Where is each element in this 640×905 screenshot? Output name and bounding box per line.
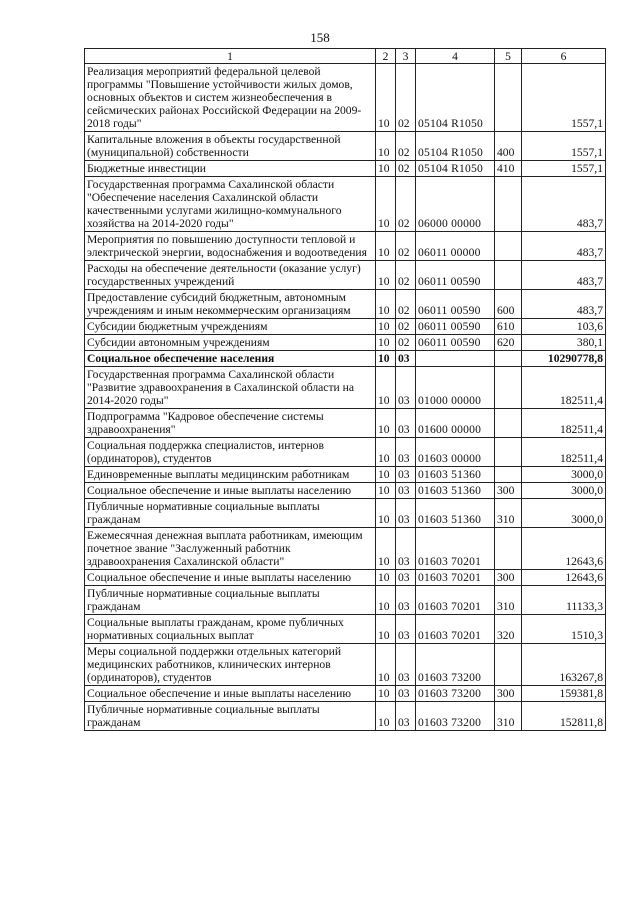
row-target-article: 01603 70201 xyxy=(416,570,495,586)
row-expense-type: 600 xyxy=(495,290,522,319)
row-expense-type: 620 xyxy=(495,335,522,351)
row-name: Мероприятия по повышению доступности тепловой и электрической энергии, водоснабжения и водоотведения xyxy=(85,232,376,261)
row-amount: 163267,8 xyxy=(522,644,606,686)
row-subsection: 03 xyxy=(396,615,416,644)
page-number: 158 xyxy=(310,30,330,45)
row-target-article: 01603 51360 xyxy=(416,483,495,499)
row-name: Публичные нормативные социальные выплаты гражданам xyxy=(85,586,376,615)
row-name: Публичные нормативные социальные выплаты гражданам xyxy=(85,702,376,731)
row-name: Социальное обеспечение и иные выплаты населению xyxy=(85,686,376,702)
row-section: 10 xyxy=(376,586,396,615)
row-section: 10 xyxy=(376,528,396,570)
row-section: 10 xyxy=(376,290,396,319)
header-cell-csr: 4 xyxy=(416,49,495,64)
row-amount: 12643,6 xyxy=(522,570,606,586)
budget-table xyxy=(84,48,606,731)
row-expense-type xyxy=(495,644,522,686)
row-expense-type xyxy=(495,528,522,570)
row-name: Публичные нормативные социальные выплаты гражданам xyxy=(85,499,376,528)
row-section: 10 xyxy=(376,438,396,467)
row-expense-type xyxy=(495,467,522,483)
row-amount: 182511,4 xyxy=(522,409,606,438)
row-name: Расходы на обеспечение деятельности (оказание услуг) государственных учреждений xyxy=(85,261,376,290)
row-target-article: 06011 00000 xyxy=(416,232,495,261)
row-amount: 380,1 xyxy=(522,335,606,351)
row-expense-type: 400 xyxy=(495,132,522,161)
row-subsection: 03 xyxy=(396,528,416,570)
row-amount: 103,6 xyxy=(522,319,606,335)
row-subsection: 03 xyxy=(396,409,416,438)
row-target-article: 01603 73200 xyxy=(416,644,495,686)
row-subsection: 02 xyxy=(396,319,416,335)
row-subsection: 03 xyxy=(396,644,416,686)
row-amount: 182511,4 xyxy=(522,367,606,409)
row-subsection: 02 xyxy=(396,261,416,290)
row-expense-type: 310 xyxy=(495,499,522,528)
table-row xyxy=(85,261,606,290)
row-section: 10 xyxy=(376,483,396,499)
row-amount: 3000,0 xyxy=(522,467,606,483)
row-expense-type xyxy=(495,177,522,232)
header-row xyxy=(85,49,606,64)
row-name: Субсидии автономным учреждениям xyxy=(85,335,376,351)
row-amount: 10290778,8 xyxy=(522,351,606,367)
header-cell-name: 1 xyxy=(85,49,376,64)
row-subsection: 02 xyxy=(396,177,416,232)
row-section: 10 xyxy=(376,499,396,528)
row-target-article: 05104 R1050 xyxy=(416,132,495,161)
row-subsection: 03 xyxy=(396,686,416,702)
row-amount: 182511,4 xyxy=(522,438,606,467)
table-row xyxy=(85,409,606,438)
row-amount: 12643,6 xyxy=(522,528,606,570)
row-amount: 1557,1 xyxy=(522,64,606,132)
row-subsection: 03 xyxy=(396,702,416,731)
header-cell-pr: 3 xyxy=(396,49,416,64)
row-target-article: 01603 51360 xyxy=(416,467,495,483)
row-name: Государственная программа Сахалинской области "Развитие здравоохранения в Сахалинской области на 2014-2020 годы" xyxy=(85,367,376,409)
row-subsection: 03 xyxy=(396,499,416,528)
row-target-article: 06011 00590 xyxy=(416,261,495,290)
row-section: 10 xyxy=(376,570,396,586)
row-amount: 1510,3 xyxy=(522,615,606,644)
row-expense-type: 410 xyxy=(495,161,522,177)
row-name: Единовременные выплаты медицинским работникам xyxy=(85,467,376,483)
row-section: 10 xyxy=(376,409,396,438)
row-expense-type: 320 xyxy=(495,615,522,644)
row-section: 10 xyxy=(376,261,396,290)
row-section: 10 xyxy=(376,64,396,132)
row-amount: 483,7 xyxy=(522,290,606,319)
row-target-article: 01603 51360 xyxy=(416,499,495,528)
row-target-article: 05104 R1050 xyxy=(416,161,495,177)
table-row xyxy=(85,177,606,232)
row-expense-type xyxy=(495,438,522,467)
row-subsection: 03 xyxy=(396,483,416,499)
table-row xyxy=(85,351,606,367)
row-expense-type: 300 xyxy=(495,483,522,499)
row-section: 10 xyxy=(376,335,396,351)
table-row xyxy=(85,438,606,467)
table-row xyxy=(85,483,606,499)
row-target-article: 01603 00000 xyxy=(416,438,495,467)
table-row xyxy=(85,367,606,409)
row-expense-type: 610 xyxy=(495,319,522,335)
row-amount: 483,7 xyxy=(522,177,606,232)
row-name: Социальное обеспечение и иные выплаты населению xyxy=(85,570,376,586)
row-expense-type: 310 xyxy=(495,586,522,615)
row-expense-type: 300 xyxy=(495,686,522,702)
row-subsection: 03 xyxy=(396,351,416,367)
row-amount: 1557,1 xyxy=(522,132,606,161)
row-name: Социальное обеспечение населения xyxy=(85,351,376,367)
row-expense-type xyxy=(495,64,522,132)
row-subsection: 03 xyxy=(396,467,416,483)
header-cell-rz: 2 xyxy=(376,49,396,64)
row-target-article: 01603 73200 xyxy=(416,702,495,731)
table-row xyxy=(85,467,606,483)
row-target-article: 06011 00590 xyxy=(416,290,495,319)
row-expense-type xyxy=(495,351,522,367)
row-section: 10 xyxy=(376,702,396,731)
table-row xyxy=(85,319,606,335)
row-subsection: 02 xyxy=(396,232,416,261)
row-amount: 1557,1 xyxy=(522,161,606,177)
row-section: 10 xyxy=(376,177,396,232)
table-row xyxy=(85,528,606,570)
row-amount: 3000,0 xyxy=(522,499,606,528)
row-subsection: 03 xyxy=(396,570,416,586)
table-row xyxy=(85,586,606,615)
row-name: Государственная программа Сахалинской области "Обеспечение населения Сахалинской области качественными услугами жилищно-коммунального хозяйства на 2014-2020 годы" xyxy=(85,177,376,232)
row-subsection: 02 xyxy=(396,161,416,177)
row-expense-type: 310 xyxy=(495,702,522,731)
row-target-article: 01603 73200 xyxy=(416,686,495,702)
header-cell-amount: 6 xyxy=(522,49,606,64)
row-target-article: 01603 70201 xyxy=(416,586,495,615)
row-section: 10 xyxy=(376,351,396,367)
row-target-article: 06011 00590 xyxy=(416,335,495,351)
table-row xyxy=(85,161,606,177)
row-target-article: 01600 00000 xyxy=(416,409,495,438)
row-name: Подпрограмма "Кадровое обеспечение системы здравоохранения" xyxy=(85,409,376,438)
row-name: Социальное обеспечение и иные выплаты населению xyxy=(85,483,376,499)
row-expense-type xyxy=(495,261,522,290)
row-amount: 152811,8 xyxy=(522,702,606,731)
table-row xyxy=(85,499,606,528)
row-name: Реализация мероприятий федеральной целевой программы "Повышение устойчивости жилых домов, основных объектов и систем жизнеобеспечения в сейсмических районах Российской Федерации на 2009-2018 годы" xyxy=(85,64,376,132)
row-section: 10 xyxy=(376,161,396,177)
row-section: 10 xyxy=(376,644,396,686)
row-expense-type xyxy=(495,367,522,409)
row-name: Бюджетные инвестиции xyxy=(85,161,376,177)
row-name: Капитальные вложения в объекты государственной (муниципальной) собственности xyxy=(85,132,376,161)
row-name: Социальная поддержка специалистов, интернов (ординаторов), студентов xyxy=(85,438,376,467)
row-target-article: 01603 70201 xyxy=(416,615,495,644)
row-subsection: 03 xyxy=(396,586,416,615)
row-amount: 483,7 xyxy=(522,261,606,290)
row-section: 10 xyxy=(376,232,396,261)
table-row xyxy=(85,290,606,319)
row-amount: 483,7 xyxy=(522,232,606,261)
row-section: 10 xyxy=(376,467,396,483)
row-subsection: 03 xyxy=(396,438,416,467)
table-row xyxy=(85,335,606,351)
row-subsection: 02 xyxy=(396,64,416,132)
table-row xyxy=(85,64,606,132)
table-row xyxy=(85,702,606,731)
row-expense-type: 300 xyxy=(495,570,522,586)
row-section: 10 xyxy=(376,132,396,161)
row-name: Ежемесячная денежная выплата работникам, имеющим почетное звание "Заслуженный работник здравоохранения Сахалинской области" xyxy=(85,528,376,570)
row-target-article xyxy=(416,351,495,367)
row-target-article: 01603 70201 xyxy=(416,528,495,570)
row-name: Меры социальной поддержки отдельных категорий медицинских работников, клинических интернов (ординаторов), студентов xyxy=(85,644,376,686)
row-subsection: 02 xyxy=(396,132,416,161)
row-amount: 159381,8 xyxy=(522,686,606,702)
row-section: 10 xyxy=(376,615,396,644)
row-section: 10 xyxy=(376,319,396,335)
table-row xyxy=(85,686,606,702)
row-name: Предоставление субсидий бюджетным, автономным учреждениям и иным некоммерческим организациям xyxy=(85,290,376,319)
row-name: Социальные выплаты гражданам, кроме публичных нормативных социальных выплат xyxy=(85,615,376,644)
row-expense-type xyxy=(495,232,522,261)
table-row xyxy=(85,570,606,586)
row-subsection: 02 xyxy=(396,335,416,351)
row-expense-type xyxy=(495,409,522,438)
row-section: 10 xyxy=(376,686,396,702)
table-row xyxy=(85,132,606,161)
row-amount: 3000,0 xyxy=(522,483,606,499)
row-subsection: 02 xyxy=(396,290,416,319)
table-row xyxy=(85,644,606,686)
table-row xyxy=(85,615,606,644)
header-cell-vr: 5 xyxy=(495,49,522,64)
table-row xyxy=(85,232,606,261)
row-target-article: 06000 00000 xyxy=(416,177,495,232)
row-subsection: 03 xyxy=(396,367,416,409)
row-amount: 11133,3 xyxy=(522,586,606,615)
row-name: Субсидии бюджетным учреждениям xyxy=(85,319,376,335)
row-target-article: 01000 00000 xyxy=(416,367,495,409)
row-target-article: 05104 R1050 xyxy=(416,64,495,132)
row-section: 10 xyxy=(376,367,396,409)
row-target-article: 06011 00590 xyxy=(416,319,495,335)
